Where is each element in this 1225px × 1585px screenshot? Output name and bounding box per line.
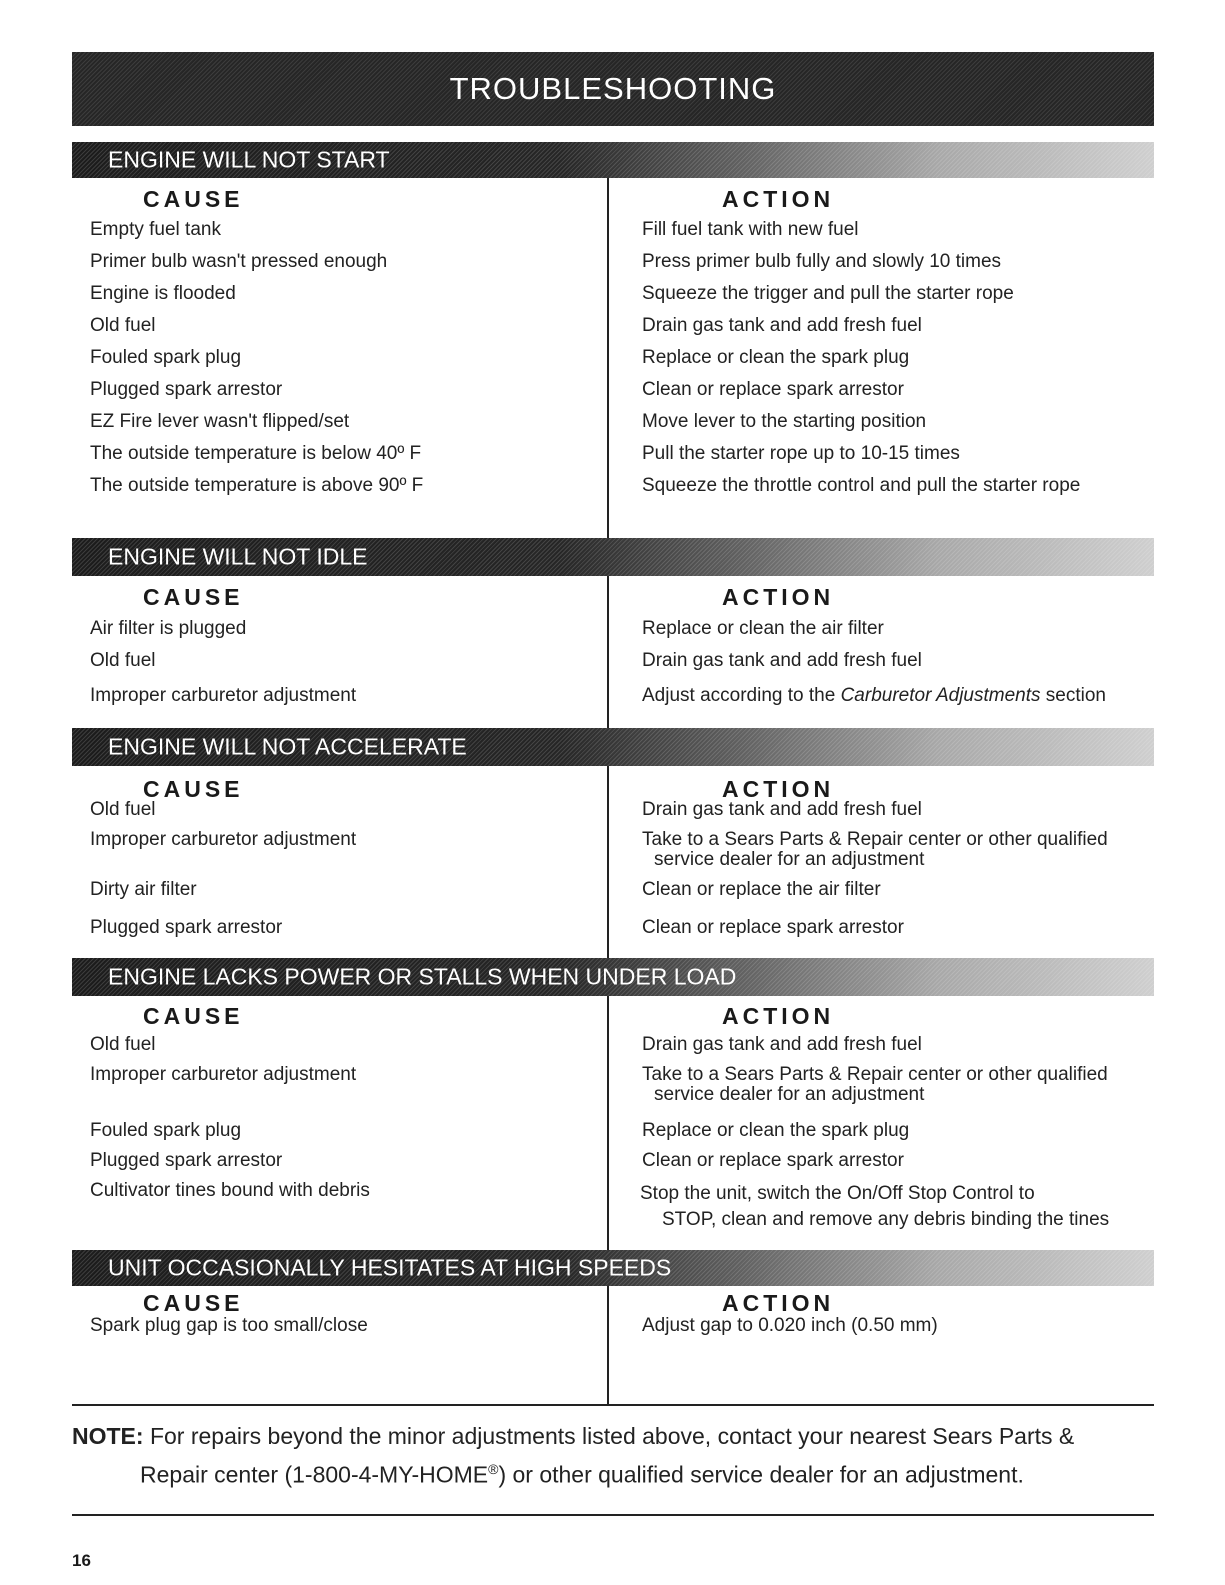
section-header-engine-lacks-power (72, 958, 1154, 996)
cause-text: Plugged spark arrestor (90, 917, 283, 938)
action-text: Take to a Sears Parts & Repair center or other qualified service dealer for an adjustment (642, 829, 1108, 870)
action-text: Stop the unit, switch the On/Off Stop Control to STOP, clean and remove any debris binding the tines (640, 1183, 1110, 1230)
cause-text: Fouled spark plug (90, 347, 242, 368)
action-text: Pull the starter rope up to 10-15 times (642, 443, 960, 464)
action-text: Clean or replace spark arrestor (642, 379, 904, 400)
section-title: ENGINE WILL NOT IDLE (108, 543, 368, 570)
action-header: ACTION (722, 1003, 835, 1029)
column-divider (607, 1286, 609, 1404)
column-divider (607, 576, 609, 728)
action-text: Drain gas tank and add fresh fuel (642, 650, 922, 671)
cause-text: Old fuel (90, 1034, 156, 1055)
section-header-engine-will-not-start (72, 142, 1154, 178)
action-text: Adjust according to the Carburetor Adjustments section (642, 685, 1106, 706)
action-text: Take to a Sears Parts & Repair center or other qualified service dealer for an adjustment (642, 1064, 1108, 1105)
action-text: Squeeze the throttle control and pull the starter rope (642, 475, 1081, 496)
section-title: ENGINE WILL NOT START (108, 146, 390, 173)
cause-header: CAUSE (143, 1003, 244, 1029)
cause-text: Engine is flooded (90, 283, 236, 304)
cause-text: Empty fuel tank (90, 219, 221, 240)
page-title: TROUBLESHOOTING (449, 71, 777, 106)
carburetor-adjustments-reference: Carburetor Adjustments (840, 685, 1041, 706)
section-title: ENGINE WILL NOT ACCELERATE (108, 733, 467, 760)
section-header-engine-will-not-idle (72, 538, 1154, 576)
action-text: Fill fuel tank with new fuel (642, 219, 859, 240)
cause-header: CAUSE (143, 1290, 244, 1316)
action-header: ACTION (722, 186, 835, 212)
column-divider (607, 178, 609, 538)
section-title: UNIT OCCASIONALLY HESITATES AT HIGH SPEEDS (108, 1254, 672, 1281)
cause-text: The outside temperature is below 40º F (90, 443, 422, 464)
repair-note: NOTE: For repairs beyond the minor adjustments listed above, contact your nearest Sears Parts & Repair center (1-800-4-MY-HOME®) or other qualified service dealer for an adjustment. (72, 1423, 1075, 1488)
cause-text: Plugged spark arrestor (90, 1150, 283, 1171)
cause-text: Improper carburetor adjustment (90, 829, 357, 850)
section-title: ENGINE LACKS POWER OR STALLS WHEN UNDER LOAD (108, 963, 737, 990)
action-text: Replace or clean the spark plug (642, 1120, 910, 1141)
action-text: Squeeze the trigger and pull the starter rope (642, 283, 1014, 304)
page-number: 16 (72, 1551, 91, 1570)
section-header-engine-will-not-accelerate (72, 728, 1154, 766)
cause-text: Old fuel (90, 799, 156, 820)
note-label: NOTE: (72, 1423, 144, 1449)
footer-rule (72, 1514, 1154, 1516)
cause-text: Dirty air filter (90, 879, 197, 900)
cause-text: Air filter is plugged (90, 618, 247, 639)
cause-text: Old fuel (90, 650, 156, 671)
registered-mark: ® (488, 1461, 499, 1477)
cause-header: CAUSE (143, 186, 244, 212)
column-divider (607, 766, 609, 958)
action-text: Move lever to the starting position (642, 411, 927, 432)
cause-text: Spark plug gap is too small/close (90, 1315, 368, 1336)
action-text: Replace or clean the spark plug (642, 347, 910, 368)
action-text: Press primer bulb fully and slowly 10 times (642, 251, 1002, 272)
cause-header: CAUSE (143, 776, 244, 802)
cause-text: Improper carburetor adjustment (90, 685, 357, 706)
action-header: ACTION (722, 584, 835, 610)
action-header: ACTION (722, 776, 835, 802)
cause-text: Old fuel (90, 315, 156, 336)
action-text: Clean or replace spark arrestor (642, 1150, 904, 1171)
page-title-bar (72, 52, 1154, 126)
column-divider (607, 996, 609, 1250)
table-bottom-rule (72, 1404, 1154, 1406)
action-text: Drain gas tank and add fresh fuel (642, 315, 922, 336)
action-text: Drain gas tank and add fresh fuel (642, 1034, 922, 1055)
cause-text: Primer bulb wasn't pressed enough (90, 251, 388, 272)
section-header-unit-hesitates (72, 1250, 1154, 1286)
action-header: ACTION (722, 1290, 835, 1316)
cause-text: Plugged spark arrestor (90, 379, 283, 400)
action-text: Clean or replace the air filter (642, 879, 881, 900)
cause-text: The outside temperature is above 90º F (90, 475, 424, 496)
action-text: Clean or replace spark arrestor (642, 917, 904, 938)
cause-header: CAUSE (143, 584, 244, 610)
action-text: Replace or clean the air filter (642, 618, 884, 639)
cause-text: Improper carburetor adjustment (90, 1064, 357, 1085)
cause-text: Cultivator tines bound with debris (90, 1180, 370, 1201)
action-text: Adjust gap to 0.020 inch (0.50 mm) (642, 1315, 938, 1336)
cause-text: EZ Fire lever wasn't flipped/set (90, 411, 350, 432)
action-text: Drain gas tank and add fresh fuel (642, 799, 922, 820)
cause-text: Fouled spark plug (90, 1120, 242, 1141)
